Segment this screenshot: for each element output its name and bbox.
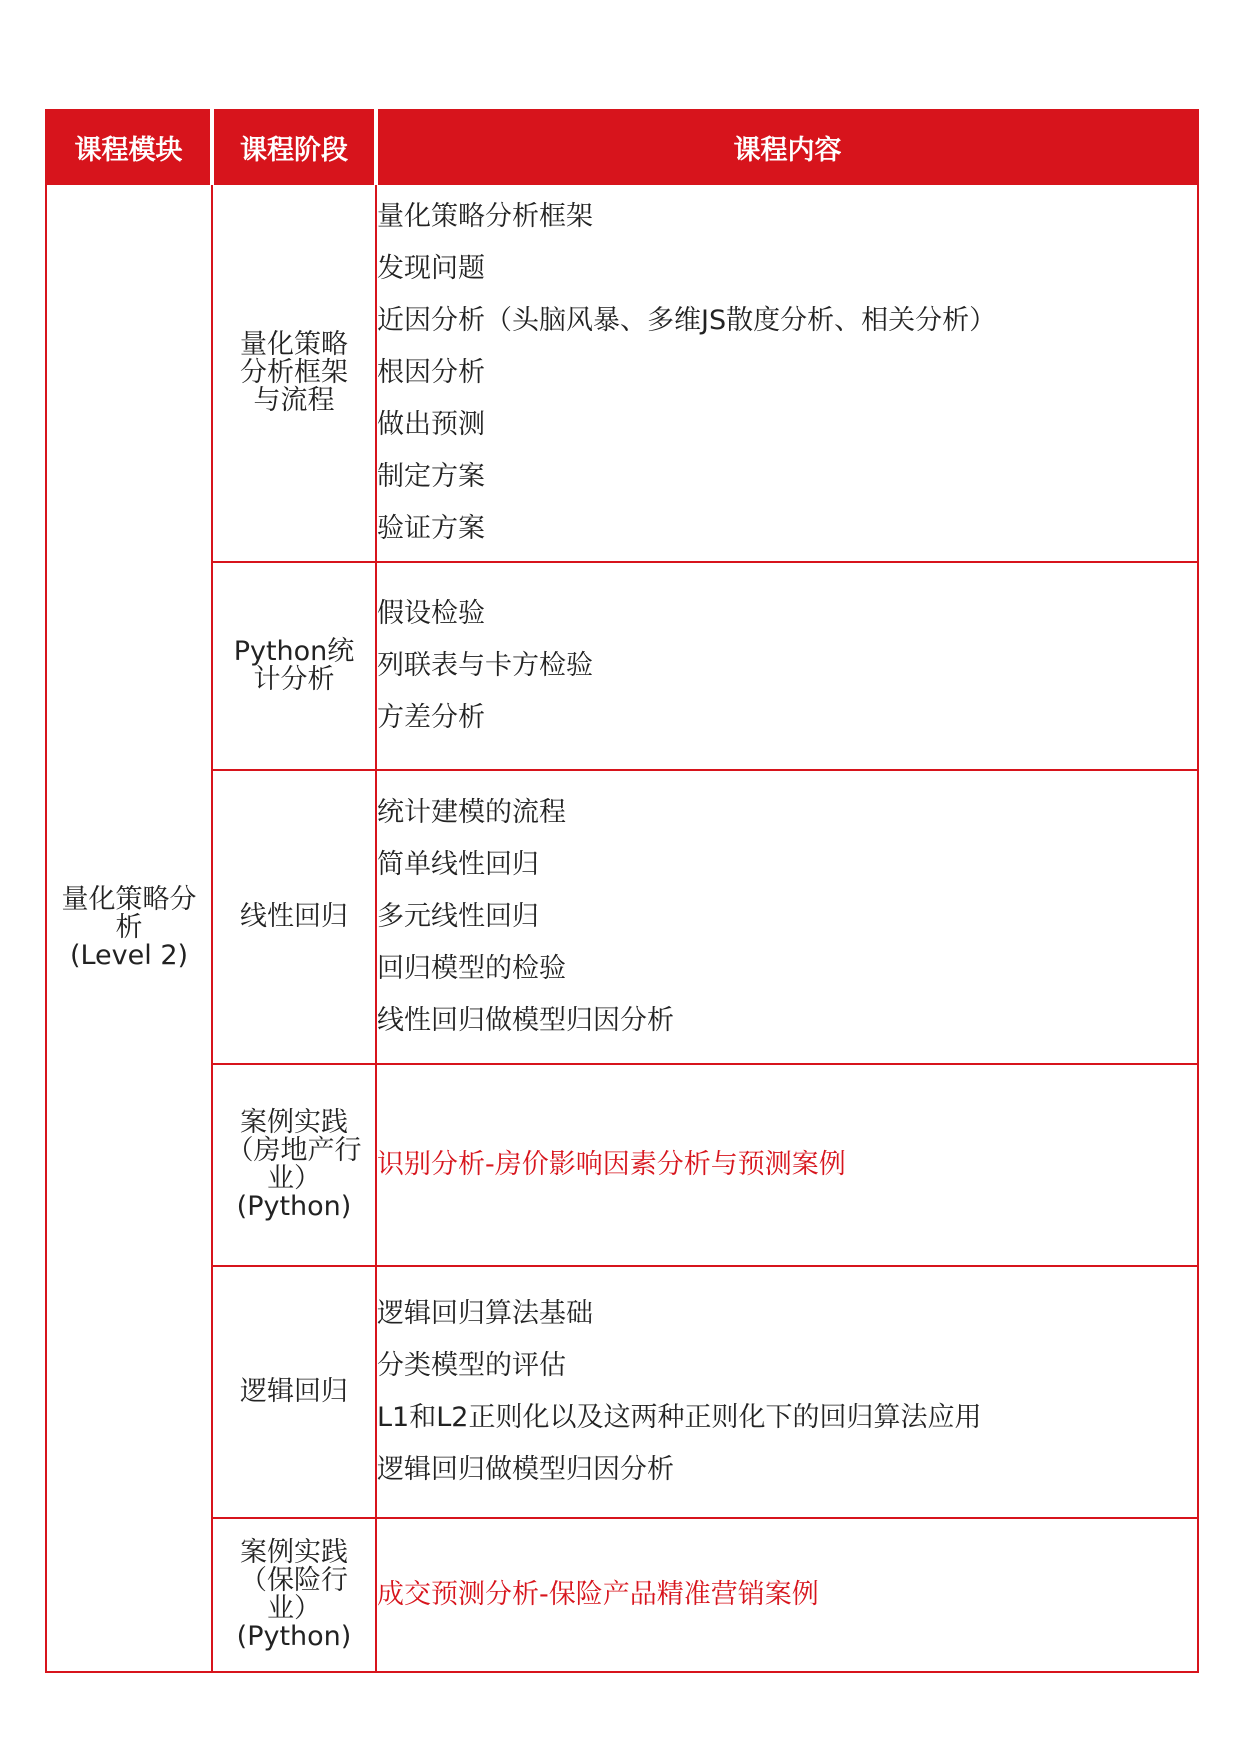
content-item: 逻辑回归算法基础 bbox=[377, 1298, 593, 1329]
table-row bbox=[46, 770, 1198, 1064]
content-cell bbox=[376, 1064, 1198, 1266]
stage-cell bbox=[212, 562, 376, 770]
table-row bbox=[46, 1064, 1198, 1266]
header-course-stage: 课程阶段 bbox=[212, 110, 376, 184]
content-item: 假设检验 bbox=[377, 598, 485, 629]
stage-label: 案例实践 （房地产行 业） (Python) bbox=[226, 1107, 362, 1222]
stage-label: 量化策略 分析框架 与流程 bbox=[240, 329, 348, 416]
content-item: 近因分析（头脑风暴、多维JS散度分析、相关分析） bbox=[377, 305, 997, 336]
content-cell bbox=[376, 770, 1198, 1064]
content-list bbox=[377, 1139, 1197, 1191]
content-item: 验证方案 bbox=[377, 513, 485, 544]
module-cell bbox=[46, 184, 212, 1672]
stage-label: Python统 计分析 bbox=[233, 636, 355, 695]
curriculum-table-wrapper bbox=[45, 109, 1197, 1671]
content-list bbox=[377, 191, 1197, 555]
table-row bbox=[46, 1266, 1198, 1518]
stage-label: 案例实践 （保险行业） (Python) bbox=[236, 1537, 352, 1652]
table-header-row bbox=[46, 110, 1198, 184]
content-item: 量化策略分析框架 bbox=[377, 201, 593, 232]
table-row bbox=[46, 1518, 1198, 1672]
stage-label: 线性回归 bbox=[240, 901, 348, 932]
content-cell bbox=[376, 184, 1198, 562]
content-item: 简单线性回归 bbox=[377, 849, 539, 880]
header-course-content: 课程内容 bbox=[376, 110, 1198, 184]
content-item: 制定方案 bbox=[377, 461, 485, 492]
content-item: 逻辑回归做模型归因分析 bbox=[377, 1454, 674, 1485]
module-label: 量化策略分 析 (Level 2) bbox=[61, 884, 197, 971]
content-cell bbox=[376, 1266, 1198, 1518]
content-item: 列联表与卡方检验 bbox=[377, 650, 593, 681]
table-row bbox=[46, 184, 1198, 562]
content-list bbox=[377, 1569, 1197, 1621]
content-item: L1和L2正则化以及这两种正则化下的回归算法应用 bbox=[377, 1402, 982, 1433]
table-row bbox=[46, 562, 1198, 770]
content-item: 分类模型的评估 bbox=[377, 1350, 566, 1381]
stage-cell bbox=[212, 1266, 376, 1518]
stage-label: 逻辑回归 bbox=[240, 1376, 348, 1407]
content-list bbox=[377, 787, 1197, 1047]
stage-cell bbox=[212, 1064, 376, 1266]
stage-cell bbox=[212, 1518, 376, 1672]
content-item: 线性回归做模型归因分析 bbox=[377, 1005, 674, 1036]
content-item: 回归模型的检验 bbox=[377, 953, 566, 984]
stage-cell bbox=[212, 770, 376, 1064]
content-item: 方差分析 bbox=[377, 702, 485, 733]
curriculum-table bbox=[45, 109, 1199, 1673]
content-item-case: 成交预测分析-保险产品精准营销案例 bbox=[377, 1579, 819, 1610]
content-item-case: 识别分析-房价影响因素分析与预测案例 bbox=[377, 1149, 846, 1180]
content-item: 多元线性回归 bbox=[377, 901, 539, 932]
content-list bbox=[377, 588, 1197, 744]
content-cell bbox=[376, 562, 1198, 770]
content-item: 做出预测 bbox=[377, 409, 485, 440]
content-list bbox=[377, 1288, 1197, 1496]
content-item: 统计建模的流程 bbox=[377, 797, 566, 828]
content-item: 发现问题 bbox=[377, 253, 485, 284]
content-cell bbox=[376, 1518, 1198, 1672]
stage-cell bbox=[212, 184, 376, 562]
header-course-module: 课程模块 bbox=[46, 110, 212, 184]
content-item: 根因分析 bbox=[377, 357, 485, 388]
